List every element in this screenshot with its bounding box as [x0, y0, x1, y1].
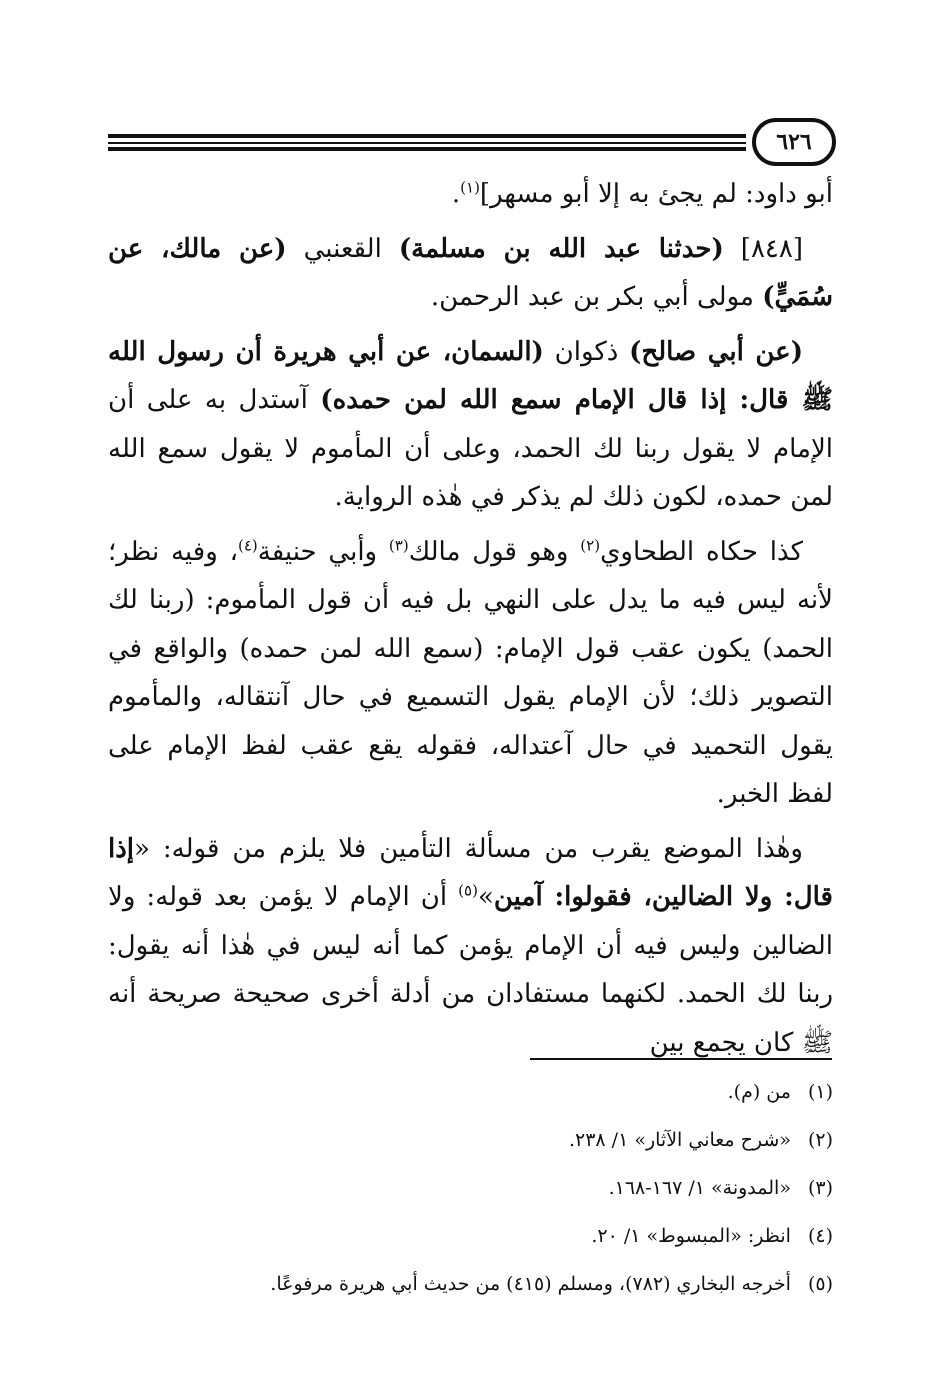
footnote-text: انظر: «المبسوط» ١/ ٢٠. [591, 1225, 791, 1247]
paragraph [108, 170, 833, 219]
header-rule [108, 147, 746, 151]
footnotes [108, 1068, 833, 1308]
text-run: ذكوان [543, 336, 630, 367]
paragraph [108, 825, 833, 1068]
footnote-text: «المدونة» ١/ ١٦٧-١٦٨. [608, 1177, 791, 1199]
footnote [108, 1068, 833, 1116]
text-run: ، وفيه نظر؛ لأنه ليس فيه ما يدل على النهي بل فيه أن قول المأموم: (ربنا لك الحمد) يكون عقب قول الإمام: (سمع الله لمن حمده) والواقع في التصوير ذلك؛ لأن الإمام يقول التسميع في حال آنتقاله، والمأموم يقول التحميد في حال آعتداله، فقوله يقع عقب لفظ الإمام على لفظ الخبر. [108, 536, 833, 809]
footnote-ref: (٤) [237, 535, 258, 554]
text-run: [٨٤٨] [723, 233, 803, 264]
footnote-number: (٤) [807, 1225, 833, 1247]
footnote-ref: (١) [460, 178, 480, 197]
text-run: (عن أبي صالح) [629, 336, 804, 367]
text-run: القعنبي [286, 233, 399, 264]
footnote-text: من (م). [727, 1081, 791, 1103]
footnote-number: (٥) [807, 1273, 833, 1295]
paragraph [108, 225, 833, 322]
main-text [108, 170, 833, 1073]
footnote-ref: (٣) [388, 535, 409, 554]
footnote-number: (٣) [807, 1177, 833, 1199]
footnote [108, 1212, 833, 1260]
text-run: (عن مالك، عن سُمَيٍّ) [108, 233, 833, 312]
footnote-separator [530, 1058, 832, 1060]
text-run: (حدثنا عبد الله بن مسلمة) [398, 233, 724, 264]
text-run: (السمان، عن أبي هريرة أن رسول الله ﷺ قال: إذا قال الإمام سمع الله لمن حمده) [108, 336, 833, 415]
text-run: . [451, 179, 461, 209]
text-run: أن الإمام لا يؤمن بعد قوله: ولا الضالين وليس فيه أن الإمام يؤمن كما أنه ليس في هٰذا أنه يقول: ربنا لك الحمد. لكنهما مستفادان من أدلة أخرى صحيحة صريحة أنه ﷺ كان يجمع بين [108, 882, 833, 1058]
text-run: أبو داود: لم يجئ به إلا أبو مسهر] [479, 179, 833, 209]
text-run: وهٰذا الموضع يقرب من مسألة التأمين فلا يلزم من قوله: « [134, 833, 803, 864]
text-run: إذا قال: ولا الضالين، فقولوا: آمين [108, 833, 833, 912]
text-run: كذا حكاه الطحاوي [600, 536, 803, 567]
footnote-ref: (٢) [580, 535, 601, 554]
footnote [108, 1116, 833, 1164]
footnote-number: (٢) [807, 1129, 833, 1151]
text-run: » [477, 882, 494, 912]
text-run: مولى أبي بكر بن عبد الرحمن. [430, 282, 763, 312]
text-run: وأبي حنيفة [257, 536, 389, 567]
footnote [108, 1164, 833, 1212]
page-number: ٦٢٦ [752, 118, 836, 166]
footnote-text: «شرح معاني الآثار» ١/ ٢٣٨. [568, 1129, 791, 1151]
page-header [108, 118, 836, 168]
header-rule [108, 142, 746, 144]
paragraph [108, 328, 833, 522]
text-run: وهو قول مالك [408, 536, 581, 567]
footnote-ref: (٥) [458, 881, 478, 900]
header-rule [108, 134, 746, 138]
footnote-number: (١) [807, 1081, 833, 1103]
text-run: آستدل به على أن الإمام لا يقول ربنا لك الحمد، وعلى أن المأموم لا يقول سمع الله لمن حمده، لكون ذلك لم يذكر في هٰذه الرواية. [108, 385, 833, 512]
footnote-text: أخرجه البخاري (٧٨٢)، ومسلم (٤١٥) من حديث أبي هريرة مرفوعًا. [270, 1273, 791, 1295]
footnote [108, 1260, 833, 1308]
paragraph [108, 528, 833, 819]
